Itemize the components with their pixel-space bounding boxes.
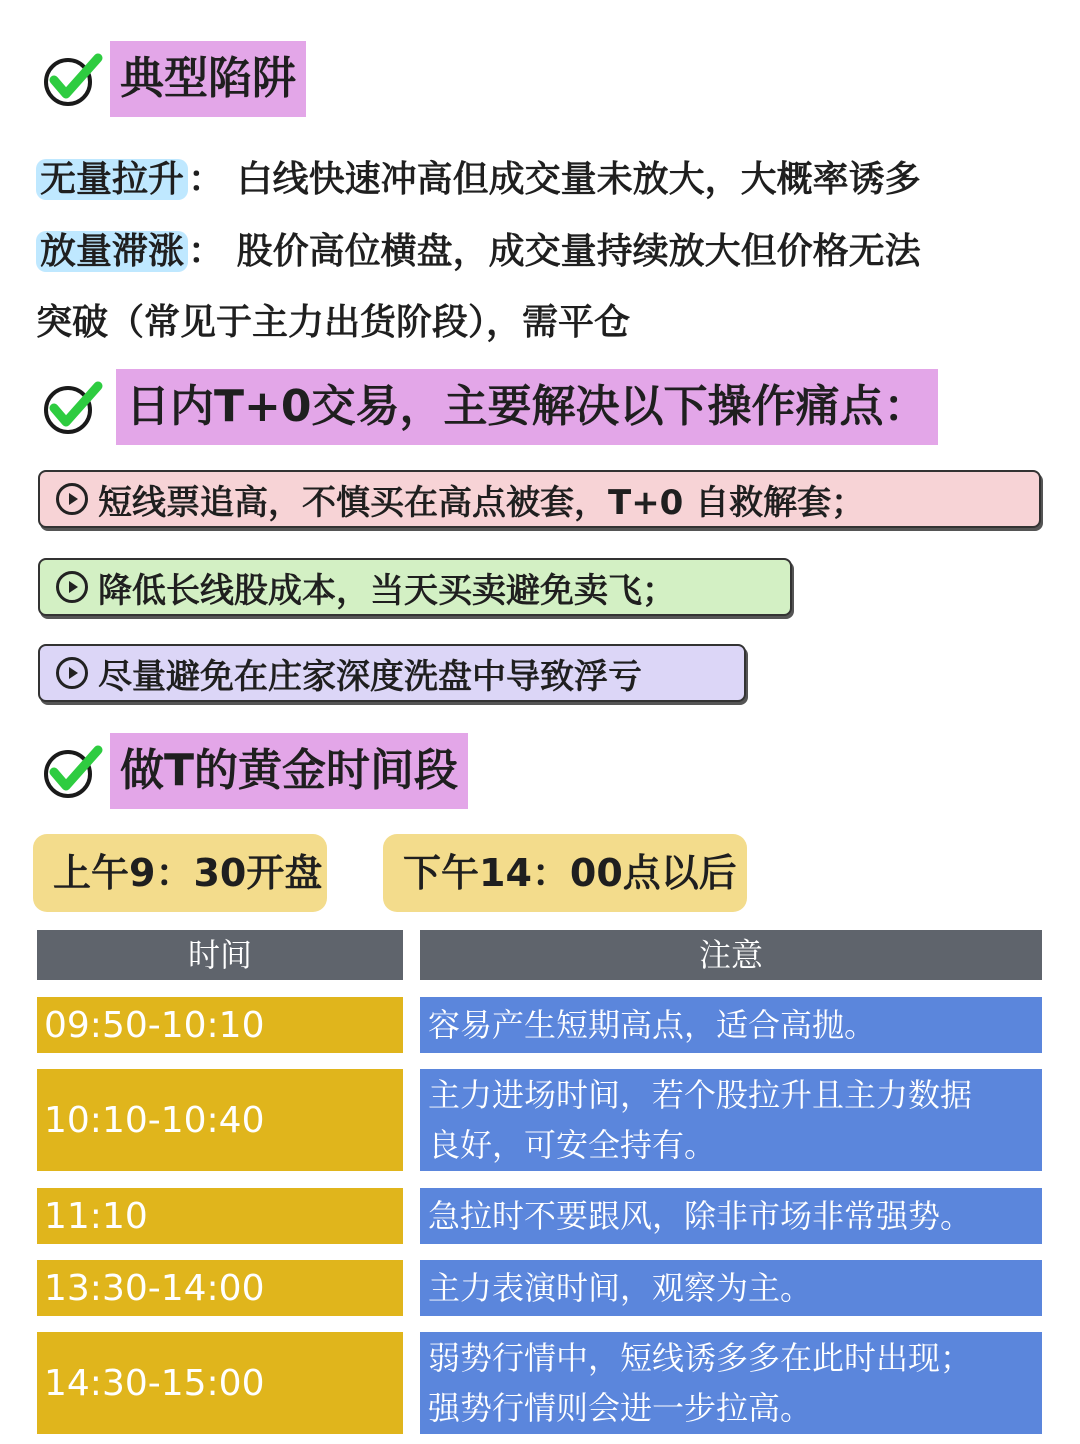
table-cell-time: 10:10-10:40 <box>37 1069 403 1171</box>
trap-text-2b: 突破（常见于主力出货阶段），需平仓 <box>36 302 631 343</box>
table-cell-note: 弱势行情中，短线诱多多在此时出现； 强势行情则会进一步拉高。 <box>420 1332 1042 1434</box>
table-cell-time: 13:30-14:00 <box>37 1260 403 1316</box>
check-icon <box>40 740 104 804</box>
trap-text-1: 白线快速冲高但成交量未放大，大概率诱多 <box>236 159 921 200</box>
section-title-traps: 典型陷阱 <box>110 41 306 117</box>
trap-item-2: 放量滞涨 ： 股价高位横盘，成交量持续放大但价格无法 <box>36 217 921 287</box>
check-icon <box>40 48 104 112</box>
table-cell-note: 主力表演时间，观察为主。 <box>420 1260 1042 1316</box>
time-chip-morning: 上午9：30开盘 <box>33 834 327 912</box>
play-circle-icon <box>56 483 88 515</box>
trap-label-1: 无量拉升 <box>36 159 188 200</box>
trap-item-1: 无量拉升 ： 白线快速冲高但成交量未放大，大概率诱多 <box>36 145 921 215</box>
pain-point-1: 短线票追高，不慎买在高点被套，T+0 自救解套； <box>38 470 1041 528</box>
play-circle-icon <box>56 571 88 603</box>
check-icon <box>40 376 104 440</box>
section-title-t0: 日内T+0交易，主要解决以下操作痛点： <box>116 369 938 445</box>
table-cell-time: 14:30-15:00 <box>37 1332 403 1434</box>
trap-label-2: 放量滞涨 <box>36 231 188 272</box>
table-cell-note: 急拉时不要跟风，除非市场非常强势。 <box>420 1188 1042 1244</box>
table-cell-note: 容易产生短期高点，适合高抛。 <box>420 997 1042 1053</box>
table-header-time: 时间 <box>37 930 403 980</box>
time-chip-afternoon: 下午14：00点以后 <box>383 834 747 912</box>
trap-text-2a: 股价高位横盘，成交量持续放大但价格无法 <box>236 231 921 272</box>
play-circle-icon <box>56 657 88 689</box>
table-cell-note: 主力进场时间，若个股拉升且主力数据 良好，可安全持有。 <box>420 1069 1042 1171</box>
table-cell-time: 11:10 <box>37 1188 403 1244</box>
pain-point-3: 尽量避免在庄家深度洗盘中导致浮亏 <box>38 644 746 702</box>
table-cell-time: 09:50-10:10 <box>37 997 403 1053</box>
section-title-golden: 做T的黄金时间段 <box>110 733 468 809</box>
pain-point-2: 降低长线股成本，当天买卖避免卖飞； <box>38 558 792 616</box>
table-header-note: 注意 <box>420 930 1042 980</box>
